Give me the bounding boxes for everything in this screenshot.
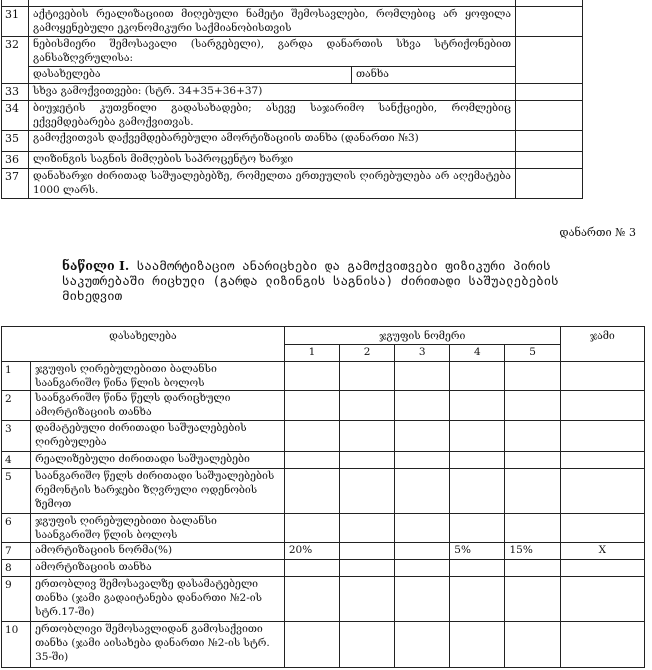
row-number: 36 — [2, 152, 29, 169]
row-name: რეალიზებული ძირითადი საშუალებები — [31, 452, 285, 469]
row-number: 6 — [2, 514, 31, 543]
depreciation-table — [1, 326, 645, 668]
group-1-value[interactable] — [284, 421, 339, 452]
group-2-value[interactable] — [339, 452, 394, 469]
group-4-value[interactable] — [450, 622, 505, 668]
row-number: 4 — [2, 452, 31, 469]
group-3-value[interactable] — [395, 560, 450, 577]
total-value[interactable]: X — [560, 543, 644, 560]
group-2-value[interactable] — [339, 362, 394, 391]
row-number: 5 — [2, 469, 31, 514]
group-4-value[interactable] — [450, 421, 505, 452]
row-text: აქტივების რეალიზაციით მიღებული ნამეტი შემოსავლები, რომლებიც არ ყოფილა გამოყენებული ეკონომიკური საქმიანობისთვის — [29, 7, 516, 37]
row-text: სხვა გამოქვითვები: (სტრ. 34+35+36+37) — [29, 84, 516, 101]
amount-cell[interactable] — [516, 101, 583, 131]
row-name: ჯგუფის ღირებულებითი ბალანსი საანგარიშო წინა წლის ბოლოს — [31, 362, 285, 391]
amount-cell[interactable] — [516, 7, 583, 37]
row-name: ერთობლივ შემოსავალზე დასამატებელი თანხა (ჯამი გადაიტანება დანართი №2-ის სტრ.17-ში) — [31, 577, 285, 622]
section-title-text: საამორტიზაციო ანარიცხები და გამოქვითვები ფიზიკური პირის საკუთრებაში რიცხული (გარდა ლიზინგის საგნისა) ძირითადი საშუალებების მიხედვით — [62, 258, 559, 303]
row-name: ჯგუფის ღირებულებითი ბალანსი საანგარიშო წლის ბოლოს — [31, 514, 285, 543]
row-text: ნებისმიერი შემოსავალი (სარგებელი), გარდა დანართის სხვა სტრიქონებით განსაზღვრულისა: — [29, 37, 516, 67]
amount-cell[interactable] — [516, 84, 583, 101]
header-group-2: 2 — [339, 345, 394, 362]
row-number: 33 — [2, 84, 29, 101]
group-3-value[interactable] — [395, 577, 450, 622]
table-row — [2, 391, 645, 421]
header-group-4: 4 — [450, 345, 505, 362]
total-value[interactable] — [560, 421, 644, 452]
table-row — [2, 469, 645, 514]
row-name: საანგარიშო წელს ძირითადი საშუალებების რემონტის ხარჯები ზღვრული ოდენობის ზემოთ — [31, 469, 285, 514]
group-1-value[interactable] — [284, 622, 339, 668]
group-1-value[interactable] — [284, 469, 339, 514]
group-1-value[interactable]: 20% — [284, 543, 339, 560]
row-number: 3 — [2, 421, 31, 452]
row-text: ლიზინგის საგნის მიმღების საპროცენტო ხარჯი — [29, 152, 516, 169]
header-group-1: 1 — [284, 345, 339, 362]
amount-cell[interactable] — [516, 131, 583, 152]
group-2-value[interactable] — [339, 543, 394, 560]
section-title — [62, 258, 622, 303]
sub-name-label: დასახელება — [29, 67, 352, 84]
header-total: ჯამი — [560, 327, 644, 362]
group-2-value[interactable] — [339, 560, 394, 577]
group-5-value[interactable]: 15% — [505, 543, 560, 560]
row-text: გამოქვითვას დაქვემდებარებული ამორტიზაციის თანხა (დანართი №3) — [29, 131, 516, 152]
group-3-value[interactable] — [395, 421, 450, 452]
header-group-number: ჯგუფის ნომერი — [284, 327, 560, 345]
group-4-value[interactable]: 5% — [450, 543, 505, 560]
depreciation-table-body — [2, 362, 645, 668]
group-1-value[interactable] — [284, 391, 339, 421]
group-1-value[interactable] — [284, 514, 339, 543]
table-row — [2, 131, 583, 152]
table-row — [2, 560, 645, 577]
group-5-value[interactable] — [505, 577, 560, 622]
annex-label: დანართი № 3 — [559, 226, 636, 239]
row-text: დანახარჯი ძირითად საშუალებებზე, რომელთა ერთეულის ღირებულება არ აღემატება 1000 ლარს. — [29, 169, 516, 199]
header-group-5: 5 — [505, 345, 560, 362]
table-row — [2, 84, 583, 101]
row-name: ერთობლივი შემოსავლიდან გამოსაქვითი თანხა (ჯამი აისახება დანართი №2-ის სტრ. 35-ში) — [31, 622, 285, 668]
group-5-value[interactable] — [505, 421, 560, 452]
row-name: ამორტიზაციის ნორმა(%) — [31, 543, 285, 560]
table-subrow — [2, 67, 583, 84]
group-1-value[interactable] — [284, 452, 339, 469]
group-2-value[interactable] — [339, 514, 394, 543]
group-5-value[interactable] — [505, 514, 560, 543]
group-5-value[interactable] — [505, 469, 560, 514]
total-value[interactable] — [560, 577, 644, 622]
row-number: 10 — [2, 622, 31, 668]
group-2-value[interactable] — [339, 469, 394, 514]
group-1-value[interactable] — [284, 560, 339, 577]
group-3-value[interactable] — [395, 543, 450, 560]
header-row — [2, 327, 645, 345]
table-row — [2, 543, 645, 560]
group-5-value[interactable] — [505, 452, 560, 469]
row-name: საანგარიშო წინა წელს დარიცხული ამორტიზაციის თანხა — [31, 391, 285, 421]
amount-cell[interactable] — [516, 152, 583, 169]
table-row — [2, 7, 583, 37]
group-3-value[interactable] — [395, 469, 450, 514]
table-row — [2, 452, 645, 469]
total-value[interactable] — [560, 514, 644, 543]
group-4-value[interactable] — [450, 577, 505, 622]
group-2-value[interactable] — [339, 421, 394, 452]
group-1-value[interactable] — [284, 362, 339, 391]
total-value[interactable] — [560, 391, 644, 421]
row-number: 34 — [2, 101, 29, 131]
row-number: 8 — [2, 560, 31, 577]
group-5-value[interactable] — [505, 362, 560, 391]
row-text: ბიუჯეტის კუთვნილი გადასახადები; ასევე საჯარიმო სანქციები, რომლებიც ექვემდებარება გამოქვითვას. — [29, 101, 516, 131]
group-2-value[interactable] — [339, 391, 394, 421]
row-number: 35 — [2, 131, 29, 152]
deductions-table — [1, 0, 583, 199]
group-3-value[interactable] — [395, 452, 450, 469]
group-5-value[interactable] — [505, 391, 560, 421]
group-4-value[interactable] — [450, 514, 505, 543]
part-label: ნაწილი I. — [62, 258, 130, 273]
group-3-value[interactable] — [395, 362, 450, 391]
total-value[interactable] — [560, 469, 644, 514]
total-value[interactable] — [560, 622, 644, 668]
sub-amount-label: თანხა — [352, 67, 516, 84]
group-4-value[interactable] — [450, 391, 505, 421]
table-row — [2, 514, 645, 543]
group-4-value[interactable] — [450, 560, 505, 577]
group-5-value[interactable] — [505, 622, 560, 668]
table-row — [2, 622, 645, 668]
row-number: 37 — [2, 169, 29, 199]
group-4-value[interactable] — [450, 452, 505, 469]
group-2-value[interactable] — [339, 622, 394, 668]
amount-cell[interactable] — [516, 37, 583, 84]
total-value[interactable] — [560, 362, 644, 391]
row-name: დამატებული ძირითადი საშუალებების ღირებულება — [31, 421, 285, 452]
row-number: 9 — [2, 577, 31, 622]
group-3-value[interactable] — [395, 391, 450, 421]
table-row — [2, 152, 583, 169]
row-number: 32 — [2, 37, 29, 84]
row-name: ამორტიზაციის თანხა — [31, 560, 285, 577]
table-row — [2, 169, 583, 199]
row-number: 2 — [2, 391, 31, 421]
table-row — [2, 101, 583, 131]
table-row — [2, 362, 645, 391]
row-number: 7 — [2, 543, 31, 560]
row-number: 31 — [2, 7, 29, 37]
group-4-value[interactable] — [450, 469, 505, 514]
total-value[interactable] — [560, 560, 644, 577]
header-name: დასახელება — [2, 327, 285, 362]
group-2-value[interactable] — [339, 577, 394, 622]
group-5-value[interactable] — [505, 560, 560, 577]
group-3-value[interactable] — [395, 622, 450, 668]
table-row — [2, 37, 583, 67]
group-1-value[interactable] — [284, 577, 339, 622]
header-group-3: 3 — [395, 345, 450, 362]
amount-cell[interactable] — [516, 169, 583, 199]
row-number: 1 — [2, 362, 31, 391]
table-row — [2, 577, 645, 622]
group-3-value[interactable] — [395, 514, 450, 543]
group-4-value[interactable] — [450, 362, 505, 391]
table-row — [2, 421, 645, 452]
total-value[interactable] — [560, 452, 644, 469]
